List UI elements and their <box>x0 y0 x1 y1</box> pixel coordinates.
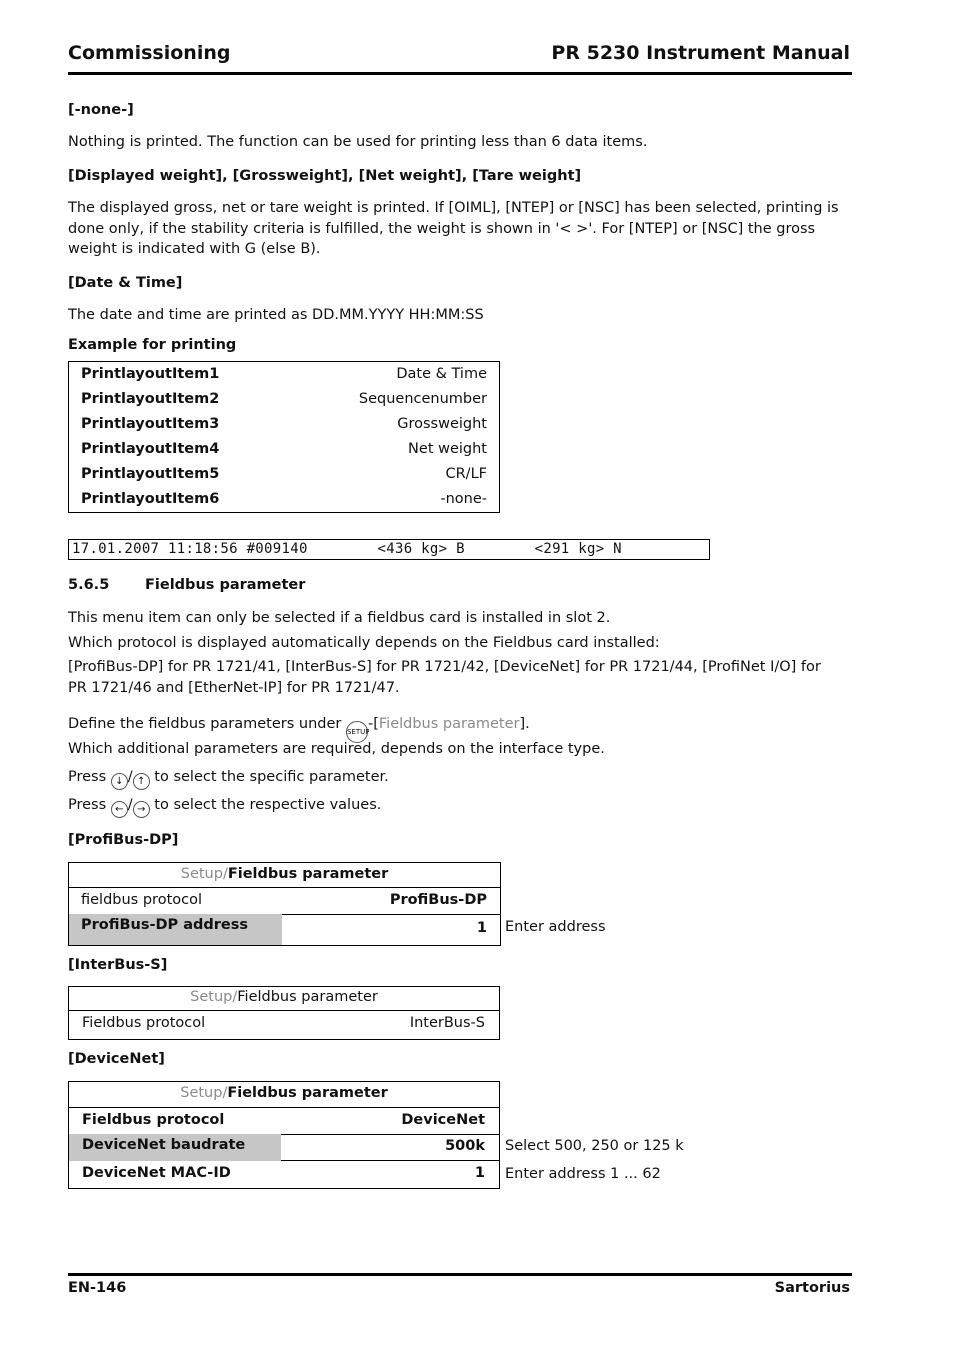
press-text: to select the respective values. <box>154 797 382 813</box>
menu-title <box>69 987 499 1011</box>
define-dash: -[ <box>367 716 379 732</box>
profibus-row1-value: ProfiBus-DP <box>389 892 487 908</box>
arrow-down-key-icon: ↓ <box>111 773 128 790</box>
example-heading: Example for printing <box>68 337 237 353</box>
print-layout-table <box>68 361 500 513</box>
arrow-left-key-icon: ← <box>111 801 128 818</box>
menu-setup-label: Setup/ <box>190 989 238 1005</box>
define-pre: Define the fieldbus parameters under <box>68 716 342 732</box>
menu-title <box>69 863 500 888</box>
define-post: ]. <box>519 716 530 732</box>
menu-page-label: Fieldbus parameter <box>227 866 389 882</box>
fieldbus-p3: [ProfiBus-DP] for PR 1721/41, [InterBus-S] for PR 1721/42, [DeviceNet] for PR 1721/44, [ProfiNet I/O] for PR 1721/46 and [EtherNet-IP] for PR 1721/47. <box>68 659 821 696</box>
item-name: PrintlayoutItem2 <box>81 391 220 407</box>
company-name: Sartorius <box>774 1280 850 1296</box>
item-value: Net weight <box>408 441 487 457</box>
devicenet-heading: [DeviceNet] <box>68 1051 165 1067</box>
devicenet-macid-field[interactable]: 1 <box>474 1165 485 1181</box>
item-name: PrintlayoutItem5 <box>81 466 220 482</box>
printout-sample: 17.01.2007 11:18:56 #009140 <436 kg> B <291 kg> N <box>68 539 710 560</box>
fieldbus-parameter-link: Fieldbus parameter <box>378 716 520 732</box>
item-name: PrintlayoutItem4 <box>81 441 220 457</box>
item-name: PrintlayoutItem3 <box>81 416 220 432</box>
item-value: -none- <box>440 491 487 507</box>
item-name: PrintlayoutItem6 <box>81 491 220 507</box>
setup-key-icon: SETUP <box>346 721 368 743</box>
interbus-row1-label: Fieldbus protocol <box>82 1015 206 1031</box>
menu-setup-label: Setup/ <box>180 1085 228 1101</box>
profibus-note: Enter address <box>505 919 606 935</box>
press-text: to select the specific parameter. <box>154 769 389 785</box>
item-value: Sequencenumber <box>358 391 487 407</box>
interbus-heading: [InterBus-S] <box>68 957 168 973</box>
profibus-address-field[interactable]: 1 <box>282 914 500 945</box>
manual-title: PR 5230 Instrument Manual <box>551 42 850 64</box>
devicenet-row1-label: Fieldbus protocol <box>82 1112 225 1128</box>
footer-rule <box>68 1273 852 1276</box>
devicenet-menu-table <box>68 1081 500 1189</box>
arrow-up-key-icon: ↑ <box>133 773 150 790</box>
item-value: Date & Time <box>396 366 487 382</box>
header-rule <box>68 72 852 75</box>
press-line-2 <box>68 795 853 818</box>
section-header: Commissioning <box>68 42 231 64</box>
menu-title <box>69 1082 499 1108</box>
devicenet-macid-label: DeviceNet MAC-ID <box>82 1165 231 1181</box>
menu-page-label: Fieldbus parameter <box>227 1085 388 1101</box>
menu-page-label: Fieldbus parameter <box>237 989 378 1005</box>
section-title: Fieldbus parameter <box>145 577 306 593</box>
profibus-heading: [ProfiBus-DP] <box>68 832 179 848</box>
weight-text: The displayed gross, net or tare weight is printed. If [OIML], [NTEP] or [NSC] has been selected, printing is done only, if the stability criteria is fulfilled, the weight is shown in '< >'. For [NTEP] or [NSC] the gross weight is indicated with G (else B). <box>68 200 839 257</box>
item-name: PrintlayoutItem1 <box>81 366 220 382</box>
devicenet-row1-value: DeviceNet <box>401 1112 485 1128</box>
fieldbus-p2: Which protocol is displayed automatically depends on the Fieldbus card installed: <box>68 635 660 651</box>
devicenet-baudrate-label: DeviceNet baudrate <box>69 1134 281 1161</box>
slash: / <box>127 797 133 813</box>
none-text: Nothing is printed. The function can be used for printing less than 6 data items. <box>68 134 648 150</box>
press-label: Press <box>68 797 107 813</box>
weight-heading: [Displayed weight], [Grossweight], [Net weight], [Tare weight] <box>68 168 582 184</box>
item-value: Grossweight <box>397 416 487 432</box>
menu-setup-label: Setup/ <box>180 866 228 882</box>
section-number: 5.6.5 <box>68 577 110 593</box>
item-value: CR/LF <box>445 466 487 482</box>
none-heading: [-none-] <box>68 102 134 118</box>
date-text: The date and time are printed as DD.MM.YYYY HH:MM:SS <box>68 307 484 323</box>
press-line-1 <box>68 767 853 790</box>
date-heading: [Date & Time] <box>68 275 183 291</box>
page-number: EN-146 <box>68 1280 127 1296</box>
devicenet-baudrate-note: Select 500, 250 or 125 k <box>505 1138 684 1154</box>
profibus-row1-label: fieldbus protocol <box>81 892 202 908</box>
profibus-address-label: ProfiBus-DP address <box>69 914 282 945</box>
interbus-row1-value: InterBus-S <box>409 1015 485 1031</box>
fieldbus-p1: This menu item can only be selected if a fieldbus card is installed in slot 2. <box>68 610 611 626</box>
devicenet-macid-note: Enter address 1 ... 62 <box>505 1166 661 1182</box>
devicenet-baudrate-field[interactable]: 500k <box>281 1134 499 1161</box>
arrow-right-key-icon: → <box>133 801 150 818</box>
press-label: Press <box>68 769 107 785</box>
interbus-menu-table <box>68 986 500 1040</box>
fieldbus-p5: Which additional parameters are required, depends on the interface type. <box>68 741 605 757</box>
slash: / <box>127 769 133 785</box>
profibus-menu-table <box>68 862 501 946</box>
